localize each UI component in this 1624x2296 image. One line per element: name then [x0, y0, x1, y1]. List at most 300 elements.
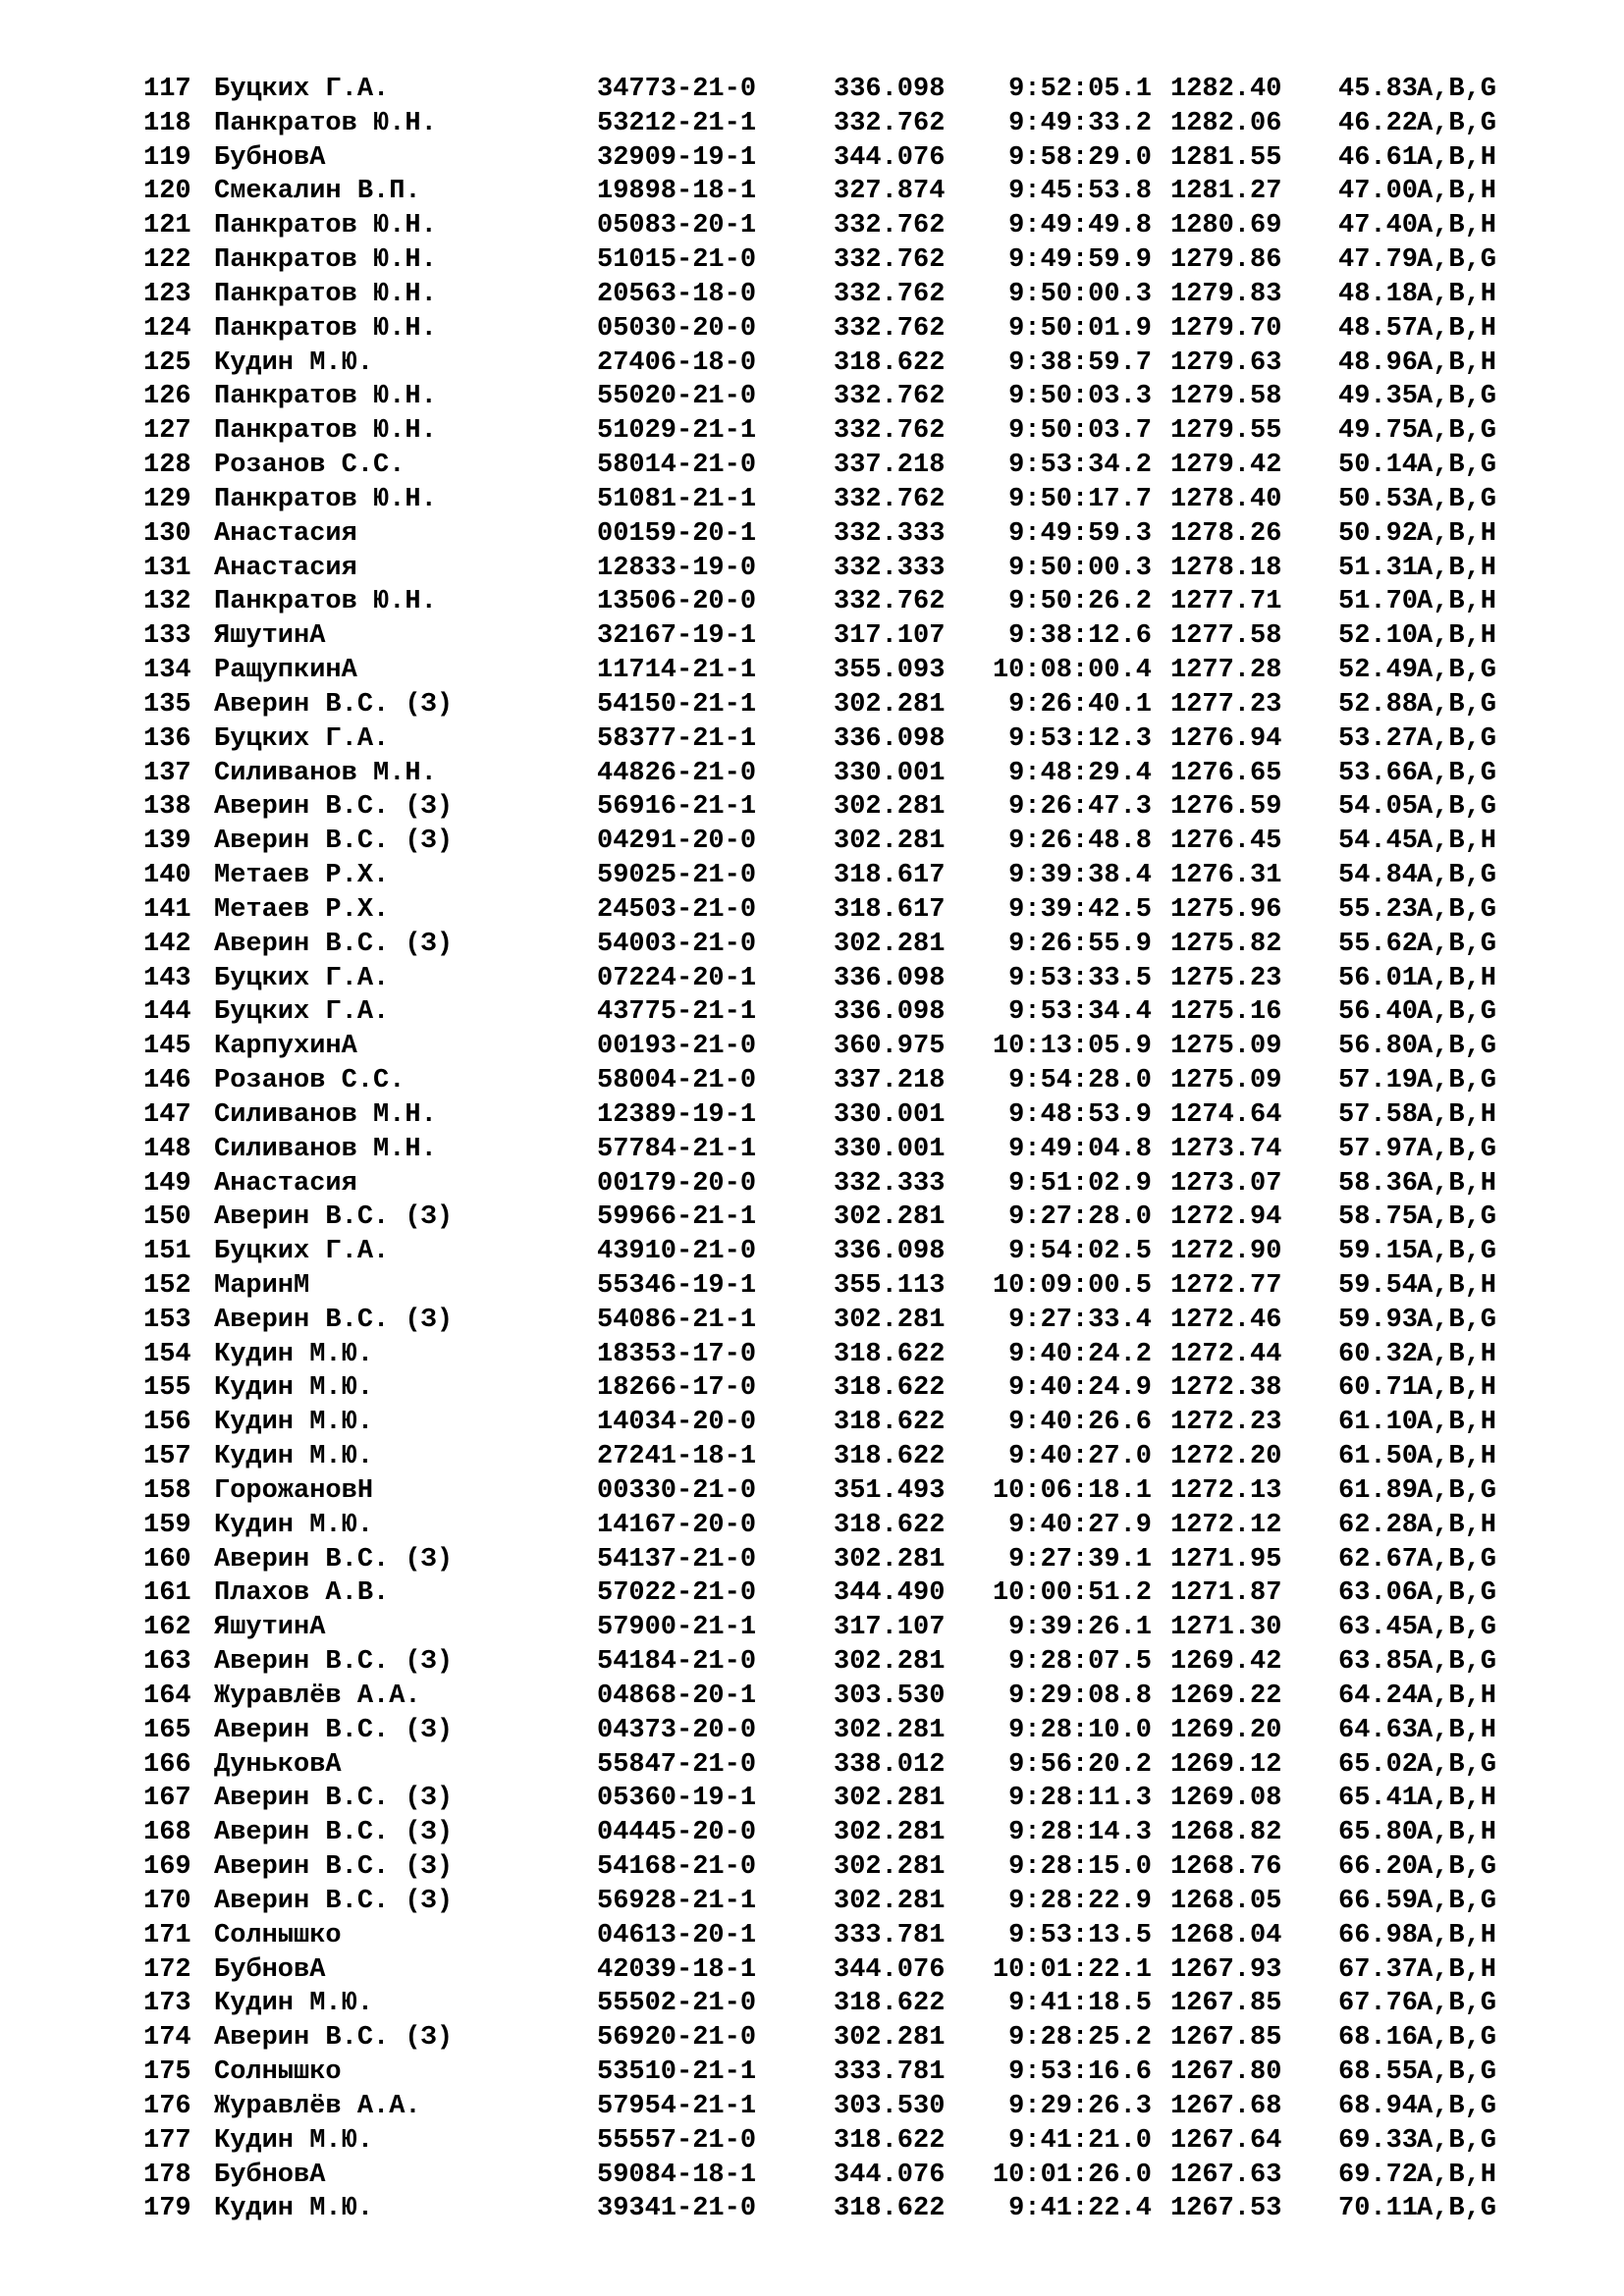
- fancier-name: Солнышко: [214, 1920, 342, 1950]
- distance: 332.762: [834, 279, 946, 309]
- fancier-name: Аверин В.С. (З): [214, 1715, 454, 1745]
- speed: 1267.53: [1170, 2194, 1282, 2224]
- place-number: 131: [143, 553, 191, 583]
- result-row: [0, 1167, 1624, 1201]
- distance: 302.281: [834, 1305, 946, 1335]
- ring-number: 20563-18-0: [597, 279, 757, 309]
- categories: A,B,G: [1417, 1202, 1497, 1233]
- result-row: [0, 859, 1624, 893]
- categories: A,B,G: [1417, 1032, 1497, 1062]
- categories: A,B,H: [1417, 211, 1497, 241]
- ring-number: 54137-21-0: [597, 1544, 757, 1575]
- categories: A,B,H: [1417, 1408, 1497, 1438]
- place-number: 146: [143, 1066, 191, 1096]
- arrival-time: 9:41:22.4: [1008, 2194, 1152, 2224]
- distance: 302.281: [834, 827, 946, 857]
- ring-number: 57900-21-1: [597, 1613, 757, 1643]
- result-row: [0, 1304, 1624, 1338]
- result-row: [0, 1748, 1624, 1783]
- result-row: [0, 552, 1624, 586]
- place-number: 175: [143, 2057, 191, 2088]
- distance: 333.781: [834, 1920, 946, 1950]
- distance: 360.975: [834, 1032, 946, 1062]
- arrival-time: 9:54:02.5: [1008, 1237, 1152, 1267]
- points: 68.55: [1338, 2057, 1419, 2088]
- speed: 1278.40: [1170, 484, 1282, 514]
- arrival-time: 9:28:22.9: [1008, 1886, 1152, 1916]
- result-row: [0, 654, 1624, 688]
- place-number: 171: [143, 1920, 191, 1950]
- distance: 351.493: [834, 1475, 946, 1506]
- ring-number: 12833-19-0: [597, 553, 757, 583]
- result-row: [0, 1406, 1624, 1440]
- ring-number: 27406-18-0: [597, 347, 757, 378]
- categories: A,B,G: [1417, 861, 1497, 891]
- points: 46.22: [1338, 108, 1419, 138]
- result-row: [0, 1645, 1624, 1680]
- points: 61.50: [1338, 1442, 1419, 1472]
- result-row: [0, 483, 1624, 517]
- ring-number: 12389-19-1: [597, 1099, 757, 1130]
- result-row: [0, 1201, 1624, 1235]
- distance: 302.281: [834, 1647, 946, 1678]
- fancier-name: Аверин В.С. (З): [214, 1305, 454, 1335]
- distance: 344.076: [834, 1954, 946, 1985]
- distance: 302.281: [834, 1544, 946, 1575]
- result-row: [0, 995, 1624, 1030]
- points: 50.53: [1338, 484, 1419, 514]
- categories: A,B,H: [1417, 963, 1497, 993]
- result-row: [0, 175, 1624, 209]
- points: 68.16: [1338, 2023, 1419, 2054]
- place-number: 127: [143, 416, 191, 447]
- result-row: [0, 312, 1624, 347]
- arrival-time: 9:27:28.0: [1008, 1202, 1152, 1233]
- points: 54.84: [1338, 861, 1419, 891]
- result-row: [0, 1953, 1624, 1988]
- fancier-name: Аверин В.С. (З): [214, 689, 454, 720]
- result-row: [0, 1850, 1624, 1885]
- arrival-time: 9:28:10.0: [1008, 1715, 1152, 1745]
- result-row: [0, 619, 1624, 654]
- points: 62.67: [1338, 1544, 1419, 1575]
- distance: 336.098: [834, 1237, 946, 1267]
- ring-number: 51029-21-1: [597, 416, 757, 447]
- result-row: [0, 585, 1624, 619]
- categories: A,B,G: [1417, 2194, 1497, 2224]
- speed: 1279.58: [1170, 382, 1282, 412]
- place-number: 119: [143, 142, 191, 173]
- arrival-time: 9:49:59.3: [1008, 518, 1152, 549]
- categories: A,B,G: [1417, 1475, 1497, 1506]
- speed: 1276.31: [1170, 861, 1282, 891]
- result-row: [0, 2192, 1624, 2226]
- result-row: [0, 243, 1624, 278]
- ring-number: 59084-18-1: [597, 2160, 757, 2190]
- ring-number: 54184-21-0: [597, 1647, 757, 1678]
- ring-number: 00193-21-0: [597, 1032, 757, 1062]
- points: 48.96: [1338, 347, 1419, 378]
- place-number: 166: [143, 1749, 191, 1780]
- distance: 303.530: [834, 1681, 946, 1711]
- result-row: [0, 1509, 1624, 1543]
- speed: 1277.71: [1170, 587, 1282, 617]
- distance: 330.001: [834, 1099, 946, 1130]
- arrival-time: 9:26:47.3: [1008, 792, 1152, 823]
- points: 67.37: [1338, 1954, 1419, 1985]
- ring-number: 39341-21-0: [597, 2194, 757, 2224]
- points: 59.54: [1338, 1270, 1419, 1301]
- speed: 1272.20: [1170, 1442, 1282, 1472]
- arrival-time: 9:50:00.3: [1008, 279, 1152, 309]
- result-row: [0, 2056, 1624, 2090]
- distance: 318.622: [834, 1442, 946, 1472]
- fancier-name: Аверин В.С. (З): [214, 1202, 454, 1233]
- speed: 1277.58: [1170, 621, 1282, 652]
- categories: A,B,G: [1417, 2023, 1497, 2054]
- arrival-time: 9:39:42.5: [1008, 894, 1152, 925]
- place-number: 157: [143, 1442, 191, 1472]
- arrival-time: 9:49:49.8: [1008, 211, 1152, 241]
- place-number: 174: [143, 2023, 191, 2054]
- speed: 1273.74: [1170, 1134, 1282, 1164]
- result-row: [0, 2021, 1624, 2056]
- ring-number: 27241-18-1: [597, 1442, 757, 1472]
- arrival-time: 9:48:53.9: [1008, 1099, 1152, 1130]
- ring-number: 04373-20-0: [597, 1715, 757, 1745]
- distance: 318.617: [834, 894, 946, 925]
- speed: 1272.12: [1170, 1510, 1282, 1540]
- arrival-time: 9:50:17.7: [1008, 484, 1152, 514]
- speed: 1275.16: [1170, 997, 1282, 1028]
- points: 58.36: [1338, 1168, 1419, 1199]
- result-row: [0, 1885, 1624, 1919]
- arrival-time: 10:00:51.2: [992, 1578, 1152, 1609]
- fancier-name: Аверин В.С. (З): [214, 1784, 454, 1814]
- distance: 302.281: [834, 2023, 946, 2054]
- ring-number: 42039-18-1: [597, 1954, 757, 1985]
- fancier-name: Аверин В.С. (З): [214, 2023, 454, 2054]
- categories: A,B,G: [1417, 1647, 1497, 1678]
- place-number: 128: [143, 451, 191, 481]
- ring-number: 54086-21-1: [597, 1305, 757, 1335]
- speed: 1267.64: [1170, 2125, 1282, 2156]
- ring-number: 55557-21-0: [597, 2125, 757, 2156]
- ring-number: 58377-21-1: [597, 723, 757, 754]
- distance: 355.093: [834, 656, 946, 686]
- ring-number: 55346-19-1: [597, 1270, 757, 1301]
- distance: 330.001: [834, 1134, 946, 1164]
- points: 62.28: [1338, 1510, 1419, 1540]
- ring-number: 04868-20-1: [597, 1681, 757, 1711]
- fancier-name: Буцких Г.А.: [214, 75, 390, 104]
- fancier-name: Кудин М.Ю.: [214, 2194, 374, 2224]
- speed: 1268.05: [1170, 1886, 1282, 1916]
- points: 57.19: [1338, 1066, 1419, 1096]
- points: 52.10: [1338, 621, 1419, 652]
- result-row: [0, 928, 1624, 962]
- distance: 355.113: [834, 1270, 946, 1301]
- result-row: [0, 893, 1624, 928]
- fancier-name: Розанов С.С.: [214, 1066, 406, 1096]
- fancier-name: Розанов С.С.: [214, 451, 406, 481]
- categories: A,B,G: [1417, 1544, 1497, 1575]
- points: 66.20: [1338, 1852, 1419, 1883]
- speed: 1277.28: [1170, 656, 1282, 686]
- distance: 332.333: [834, 553, 946, 583]
- fancier-name: Кудин М.Ю.: [214, 1989, 374, 2019]
- points: 61.89: [1338, 1475, 1419, 1506]
- ring-number: 58014-21-0: [597, 451, 757, 481]
- place-number: 162: [143, 1613, 191, 1643]
- speed: 1272.38: [1170, 1373, 1282, 1404]
- ring-number: 05360-19-1: [597, 1784, 757, 1814]
- speed: 1276.94: [1170, 723, 1282, 754]
- points: 65.02: [1338, 1749, 1419, 1780]
- result-row: [0, 1543, 1624, 1577]
- ring-number: 54168-21-0: [597, 1852, 757, 1883]
- speed: 1267.63: [1170, 2160, 1282, 2190]
- arrival-time: 9:51:02.9: [1008, 1168, 1152, 1199]
- arrival-time: 9:50:00.3: [1008, 553, 1152, 583]
- place-number: 143: [143, 963, 191, 993]
- speed: 1267.93: [1170, 1954, 1282, 1985]
- place-number: 150: [143, 1202, 191, 1233]
- distance: 338.012: [834, 1749, 946, 1780]
- speed: 1274.64: [1170, 1099, 1282, 1130]
- distance: 332.762: [834, 484, 946, 514]
- points: 64.63: [1338, 1715, 1419, 1745]
- result-row: [0, 962, 1624, 996]
- ring-number: 14167-20-0: [597, 1510, 757, 1540]
- speed: 1276.45: [1170, 827, 1282, 857]
- ring-number: 11714-21-1: [597, 656, 757, 686]
- speed: 1280.69: [1170, 211, 1282, 241]
- place-number: 130: [143, 518, 191, 549]
- ring-number: 59025-21-0: [597, 861, 757, 891]
- arrival-time: 9:54:28.0: [1008, 1066, 1152, 1096]
- speed: 1267.85: [1170, 2023, 1282, 2054]
- speed: 1272.13: [1170, 1475, 1282, 1506]
- fancier-name: Силиванов М.Н.: [214, 758, 437, 788]
- arrival-time: 10:01:22.1: [992, 1954, 1152, 1985]
- speed: 1279.63: [1170, 347, 1282, 378]
- arrival-time: 9:40:27.9: [1008, 1510, 1152, 1540]
- points: 45.83: [1338, 75, 1419, 104]
- distance: 318.622: [834, 347, 946, 378]
- result-row: [0, 1576, 1624, 1611]
- place-number: 126: [143, 382, 191, 412]
- result-row: [0, 1098, 1624, 1133]
- result-row: [0, 1338, 1624, 1372]
- arrival-time: 9:53:34.4: [1008, 997, 1152, 1028]
- arrival-time: 9:41:21.0: [1008, 2125, 1152, 2156]
- place-number: 129: [143, 484, 191, 514]
- categories: A,B,G: [1417, 2057, 1497, 2088]
- fancier-name: Кудин М.Ю.: [214, 1373, 374, 1404]
- distance: 336.098: [834, 723, 946, 754]
- arrival-time: 9:39:26.1: [1008, 1613, 1152, 1643]
- fancier-name: Аверин В.С. (З): [214, 1544, 454, 1575]
- arrival-time: 9:28:11.3: [1008, 1784, 1152, 1814]
- fancier-name: ЯшутинА: [214, 1613, 326, 1643]
- result-row: [0, 278, 1624, 312]
- speed: 1279.70: [1170, 313, 1282, 344]
- distance: 302.281: [834, 792, 946, 823]
- ring-number: 19898-18-1: [597, 177, 757, 207]
- speed: 1269.20: [1170, 1715, 1282, 1745]
- result-row: [0, 347, 1624, 381]
- fancier-name: Анастасия: [214, 1168, 357, 1199]
- ring-number: 57784-21-1: [597, 1134, 757, 1164]
- points: 65.80: [1338, 1818, 1419, 1848]
- distance: 318.622: [834, 1373, 946, 1404]
- place-number: 140: [143, 861, 191, 891]
- points: 54.05: [1338, 792, 1419, 823]
- categories: A,B,H: [1417, 827, 1497, 857]
- categories: A,B,G: [1417, 1749, 1497, 1780]
- fancier-name: Кудин М.Ю.: [214, 1442, 374, 1472]
- place-number: 165: [143, 1715, 191, 1745]
- ring-number: 51081-21-1: [597, 484, 757, 514]
- fancier-name: Силиванов М.Н.: [214, 1099, 437, 1130]
- place-number: 178: [143, 2160, 191, 2190]
- points: 70.11: [1338, 2194, 1419, 2224]
- ring-number: 57954-21-1: [597, 2091, 757, 2121]
- categories: A,B,G: [1417, 1237, 1497, 1267]
- categories: A,B,G: [1417, 2091, 1497, 2121]
- arrival-time: 9:38:59.7: [1008, 347, 1152, 378]
- speed: 1277.23: [1170, 689, 1282, 720]
- arrival-time: 9:28:14.3: [1008, 1818, 1152, 1848]
- speed: 1268.76: [1170, 1852, 1282, 1883]
- place-number: 153: [143, 1305, 191, 1335]
- categories: A,B,G: [1417, 723, 1497, 754]
- result-row: [0, 1919, 1624, 1953]
- result-row: [0, 517, 1624, 552]
- results-list: [0, 73, 1624, 2226]
- categories: A,B,G: [1417, 689, 1497, 720]
- distance: 332.762: [834, 245, 946, 276]
- place-number: 117: [143, 75, 191, 104]
- fancier-name: ГорожановН: [214, 1475, 374, 1506]
- categories: A,B,G: [1417, 929, 1497, 959]
- speed: 1279.55: [1170, 416, 1282, 447]
- points: 47.00: [1338, 177, 1419, 207]
- points: 50.14: [1338, 451, 1419, 481]
- points: 57.97: [1338, 1134, 1419, 1164]
- speed: 1268.04: [1170, 1920, 1282, 1950]
- result-row: [0, 825, 1624, 859]
- place-number: 120: [143, 177, 191, 207]
- speed: 1272.90: [1170, 1237, 1282, 1267]
- categories: A,B,G: [1417, 1989, 1497, 2019]
- categories: A,B,H: [1417, 587, 1497, 617]
- fancier-name: Смекалин В.П.: [214, 177, 421, 207]
- distance: 337.218: [834, 1066, 946, 1096]
- ring-number: 55502-21-0: [597, 1989, 757, 2019]
- points: 56.40: [1338, 997, 1419, 1028]
- categories: A,B,G: [1417, 416, 1497, 447]
- distance: 333.781: [834, 2057, 946, 2088]
- ring-number: 58004-21-0: [597, 1066, 757, 1096]
- arrival-time: 9:26:55.9: [1008, 929, 1152, 959]
- arrival-time: 9:40:27.0: [1008, 1442, 1152, 1472]
- speed: 1279.86: [1170, 245, 1282, 276]
- ring-number: 51015-21-0: [597, 245, 757, 276]
- fancier-name: Кудин М.Ю.: [214, 347, 374, 378]
- arrival-time: 9:39:38.4: [1008, 861, 1152, 891]
- place-number: 161: [143, 1578, 191, 1609]
- result-row: [0, 1680, 1624, 1714]
- points: 49.75: [1338, 416, 1419, 447]
- speed: 1268.82: [1170, 1818, 1282, 1848]
- points: 69.72: [1338, 2160, 1419, 2190]
- speed: 1278.26: [1170, 518, 1282, 549]
- speed: 1276.65: [1170, 758, 1282, 788]
- place-number: 141: [143, 894, 191, 925]
- distance: 336.098: [834, 997, 946, 1028]
- categories: A,B,G: [1417, 997, 1497, 1028]
- categories: A,B,H: [1417, 347, 1497, 378]
- result-row: [0, 722, 1624, 757]
- categories: A,B,H: [1417, 621, 1497, 652]
- points: 69.33: [1338, 2125, 1419, 2156]
- arrival-time: 9:28:07.5: [1008, 1647, 1152, 1678]
- place-number: 138: [143, 792, 191, 823]
- fancier-name: Панкратов Ю.Н.: [214, 313, 437, 344]
- speed: 1279.83: [1170, 279, 1282, 309]
- distance: 327.874: [834, 177, 946, 207]
- points: 57.58: [1338, 1099, 1419, 1130]
- ring-number: 56920-21-0: [597, 2023, 757, 2054]
- place-number: 176: [143, 2091, 191, 2121]
- points: 52.88: [1338, 689, 1419, 720]
- categories: A,B,G: [1417, 1134, 1497, 1164]
- place-number: 155: [143, 1373, 191, 1404]
- points: 61.10: [1338, 1408, 1419, 1438]
- fancier-name: Панкратов Ю.Н.: [214, 108, 437, 138]
- ring-number: 04445-20-0: [597, 1818, 757, 1848]
- points: 66.59: [1338, 1886, 1419, 1916]
- categories: A,B,G: [1417, 1852, 1497, 1883]
- place-number: 133: [143, 621, 191, 652]
- distance: 303.530: [834, 2091, 946, 2121]
- fancier-name: МаринМ: [214, 1270, 310, 1301]
- categories: A,B,G: [1417, 1886, 1497, 1916]
- distance: 317.107: [834, 1613, 946, 1643]
- speed: 1275.09: [1170, 1032, 1282, 1062]
- categories: A,B,H: [1417, 1784, 1497, 1814]
- ring-number: 43775-21-1: [597, 997, 757, 1028]
- distance: 330.001: [834, 758, 946, 788]
- speed: 1272.23: [1170, 1408, 1282, 1438]
- place-number: 159: [143, 1510, 191, 1540]
- distance: 332.333: [834, 1168, 946, 1199]
- distance: 332.333: [834, 518, 946, 549]
- place-number: 136: [143, 723, 191, 754]
- arrival-time: 9:38:12.6: [1008, 621, 1152, 652]
- arrival-time: 10:01:26.0: [992, 2160, 1152, 2190]
- distance: 337.218: [834, 451, 946, 481]
- speed: 1279.42: [1170, 451, 1282, 481]
- categories: A,B,G: [1417, 1613, 1497, 1643]
- ring-number: 53212-21-1: [597, 108, 757, 138]
- speed: 1282.06: [1170, 108, 1282, 138]
- result-row: [0, 2090, 1624, 2124]
- distance: 302.281: [834, 929, 946, 959]
- result-row: [0, 1987, 1624, 2021]
